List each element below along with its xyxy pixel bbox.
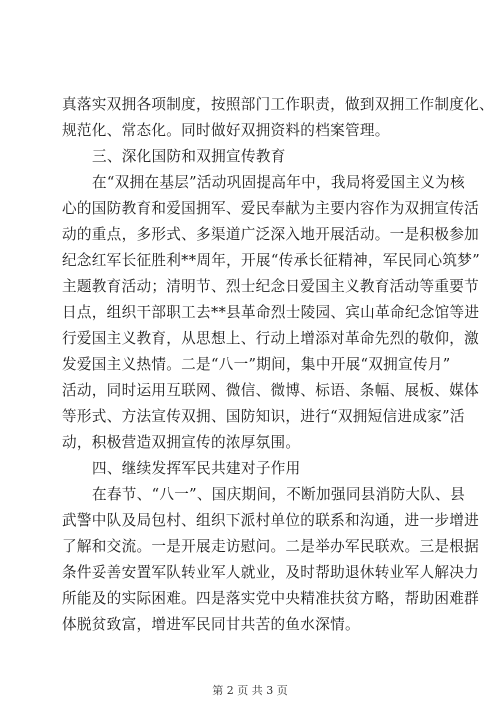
body-line: 行爱国主义教育，从思想上、行动上增添对革命先烈的敬仰，激 [62,330,480,347]
section-heading: 四、继续发挥军民共建对子作用 [92,460,301,477]
body-line: 了解和交流。一是开展走访慰问。二是举办军民联欢。三是根据 [62,538,480,555]
body-line: 纪念红军长征胜利**周年，开展“传承长征精神，军民同心筑梦” [62,252,480,269]
body-line: 日点，组织干部职工去**县革命烈士陵园、宾山革命纪念馆等进 [62,304,480,321]
body-line: 武警中队及局包村、组织下派村单位的联系和沟通，进一步增进 [62,512,480,529]
body-line: 主题教育活动；清明节、烈士纪念日爱国主义教育活动等重要节 [62,278,480,295]
body-line: 真落实双拥各项制度，按照部门工作职责，做到双拥工作制度化、 [62,96,494,113]
body-line: 发爱国主义热情。二是“八一”期间，集中开展“双拥宣传月” [62,356,451,373]
page-number-footer: 第 2 页 共 3 页 [212,684,288,697]
body-line: 体脱贫致富，增进军民同甘共苦的鱼水深情。 [62,616,360,633]
section-heading: 三、深化国防和双拥宣传教育 [92,148,286,165]
body-line: 等形式、方法宣传双拥、国防知识，进行“双拥短信进成家”活 [62,408,465,425]
body-line: 心的国防教育和爱国拥军、爱民奉献为主要内容作为双拥宣传活 [62,200,480,217]
body-line: 条件妥善安置军队转业军人就业，及时帮助退休转业军人解决力 [62,564,480,581]
body-line: 所能及的实际困难。四是落实党中央精准扶贫方略，帮助困难群 [62,590,480,607]
body-line: 活动，同时运用互联网、微信、微博、标语、条幅、展板、媒体 [62,382,480,399]
body-line: 在春节、“八一”、国庆期间，不断加强同县消防大队、县 [92,486,465,503]
body-line: 规范化、常态化。同时做好双拥资料的档案管理。 [62,122,390,139]
body-line: 在“双拥在基层”活动巩固提高年中，我局将爱国主义为核 [92,174,465,191]
body-line: 动的重点，多形式、多渠道广泛深入地开展活动。一是积极参加 [62,226,480,243]
body-line: 动，积极营造双拥宣传的浓厚氛围。 [62,434,301,451]
